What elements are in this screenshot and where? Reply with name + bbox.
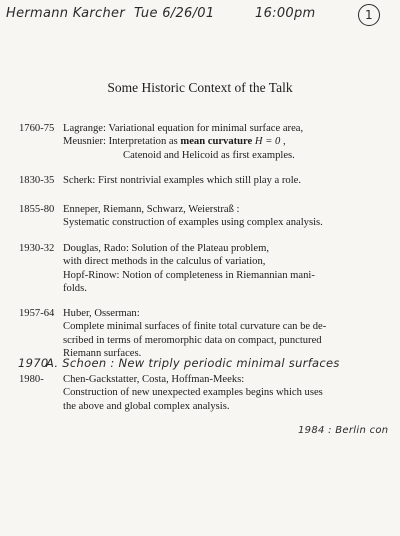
entry-body bbox=[63, 307, 384, 361]
entry-text: Meusnier: Interpretation as bbox=[63, 136, 181, 148]
entry-years: 1830-35 bbox=[19, 175, 55, 186]
handwritten-date: Tue 6/26/01 bbox=[134, 6, 215, 21]
entry-years: 1957-64 bbox=[19, 308, 55, 319]
entry-line: Douglas, Rado: Solution of the Plateau problem, bbox=[63, 243, 269, 254]
entry-line: Huber, Osserman: bbox=[63, 308, 140, 319]
entry-line: Lagrange: Variational equation for minimal surface area, bbox=[63, 123, 304, 134]
entry-line: Scherk: First nontrivial examples which still play a role. bbox=[63, 175, 302, 186]
entry-line: the above and global complex analysis. bbox=[63, 400, 230, 412]
entry-line: Construction of new unexpected examples begins which uses bbox=[63, 387, 323, 399]
emphasis-text: mean curvature bbox=[180, 136, 253, 148]
math-text: H = 0 , bbox=[252, 136, 286, 148]
entry-line: with direct methods in the calculus of variation, bbox=[63, 256, 266, 268]
entry-line: Complete minimal surfaces of finite total curvature can be de- bbox=[63, 321, 327, 333]
entry-years: 1855-80 bbox=[19, 204, 55, 215]
entry-line: Hopf-Rinow: Notion of completeness in Riemannian mani- bbox=[63, 269, 315, 281]
entry-years: 1930-32 bbox=[19, 243, 55, 254]
entry-line: folds. bbox=[63, 283, 87, 295]
entry-body bbox=[63, 122, 384, 162]
handwritten-time: 16:00pm bbox=[255, 6, 316, 21]
entry-body bbox=[63, 174, 384, 187]
handwritten-note-1970: A. Schoen : New triply periodic minimal surfaces bbox=[46, 356, 340, 370]
handwritten-note-1984: 1984 : Berlin con bbox=[298, 425, 389, 436]
entry-line: Enneper, Riemann, Schwarz, Weierstraß : bbox=[63, 204, 240, 215]
entry-body bbox=[63, 203, 384, 230]
handwritten-note-year: 1970 bbox=[18, 356, 49, 370]
entry-body bbox=[63, 373, 384, 413]
entry-line: Riemann surfaces. bbox=[63, 348, 142, 360]
entry-line: Chen-Gackstatter, Costa, Hoffman-Meeks: bbox=[63, 374, 245, 385]
entry-line: scribed in terms of meromorphic data on compact, punctured bbox=[63, 334, 322, 346]
circled-page-number: 1 bbox=[358, 4, 380, 26]
entry-line: Catenoid and Helicoid as first examples. bbox=[123, 149, 295, 161]
entry-line: Systematic construction of examples using complex analysis. bbox=[63, 217, 323, 229]
entry-line bbox=[63, 135, 384, 148]
entry-years: 1980- bbox=[19, 374, 44, 385]
entry-body bbox=[63, 242, 384, 296]
handwritten-author: Hermann Karcher bbox=[6, 6, 125, 21]
entry-years: 1760-75 bbox=[19, 123, 55, 134]
page-title: Some Historic Context of the Talk bbox=[107, 80, 293, 95]
